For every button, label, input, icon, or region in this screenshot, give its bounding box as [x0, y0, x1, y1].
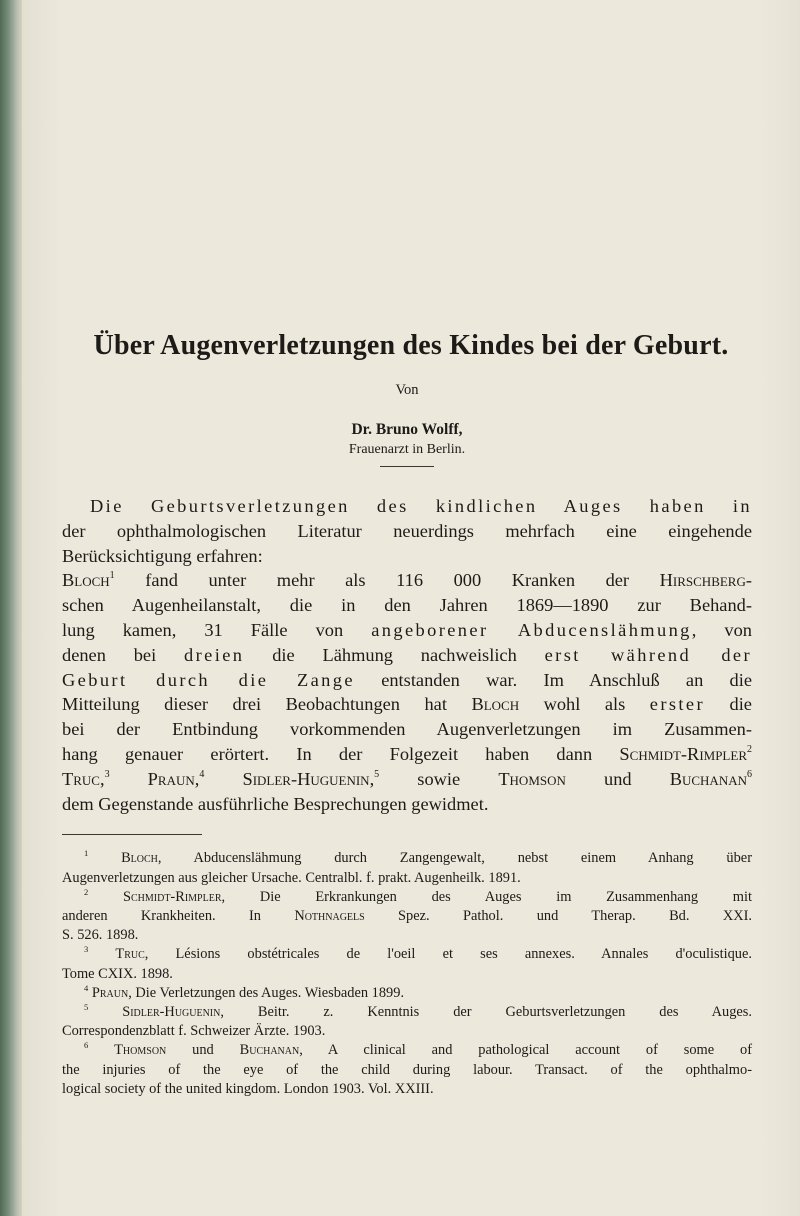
- body-line: Geburt durch die Zange entstanden war. Im Anschluß an die: [62, 669, 752, 690]
- byline-von: Von: [395, 382, 419, 398]
- body-paragraph: [62, 494, 752, 816]
- author-name: Dr. Bruno Wolff,: [351, 421, 463, 438]
- body-line: Die Geburtsverletzungen des kindlichen Auges haben in: [90, 496, 752, 516]
- body-line: der ophthalmologischen Literatur neuerdings mehrfach eine eingehende: [62, 520, 752, 541]
- body-line: Truc,$^3$ Praun,$^4$ Sidler-Huguenin,$^5$ sowie Thomson und Buchanan$^6$: [62, 768, 752, 789]
- body-line: Bloch$^1$ fand unter mehr als 116 000 Kranken der Hirschberg-: [62, 570, 752, 591]
- footnote-6: $^6$ Thomson und Buchanan, A clinical and pathological account of some of the injuries of the eye of the child during labour. Transact. of the ophthalmo- logical society of the united kingdom. London 1903. Vol. XXIII.: [62, 1040, 752, 1097]
- footnote-4: $^4$ Praun, Die Verletzungen des Auges. Wiesbaden 1899.: [84, 982, 405, 1001]
- body-line: hang genauer erörtert. In der Folgezeit haben dann Schmidt-Rimpler$^2$: [62, 743, 752, 764]
- body-line: Berücksichtigung erfahren:: [62, 545, 263, 566]
- footnote-divider: [62, 834, 202, 835]
- body-line: dem Gegenstande ausführliche Besprechungen gewidmet.: [62, 793, 489, 814]
- title-divider: [380, 466, 434, 467]
- body-line: Mitteilung dieser drei Beobachtungen hat Bloch wohl als erster die: [62, 694, 752, 715]
- author-affiliation: Frauenarzt in Berlin.: [348, 442, 466, 457]
- article: [62, 330, 752, 1099]
- article-title: Über Augenverletzungen des Kindes bei der Geburt.: [93, 330, 729, 361]
- footnote-2: $^2$ Schmidt-Rimpler, Die Erkrankungen des Auges im Zusammenhang mit anderen Krankheiten. In Nothnagels Spez. Pathol. und Therap. Bd. XXI. S. 526. 1898.: [62, 886, 752, 944]
- body-line: lung kamen, 31 Fälle von angeborener Abducenslähmung, von: [62, 619, 752, 640]
- footnote-3: $^3$ Truc, Lésions obstétricales de l'oeil et ses annexes. Annales d'oculistique. Tome CXIX. 1898.: [62, 944, 752, 982]
- body-line: denen bei dreien die Lähmung nachweislich erst während der: [62, 644, 752, 665]
- body-line: bei der Entbindung vorkommenden Augenverletzungen im Zusammen-: [62, 719, 752, 740]
- book-binding-edge: [0, 0, 22, 1216]
- footnotes: [62, 849, 752, 1099]
- footnote-5: $^5$ Sidler-Huguenin, Beitr. z. Kenntnis der Geburtsverletzungen des Auges. Correspondenzblatt f. Schweizer Ärzte. 1903.: [62, 1001, 752, 1040]
- footnote-1: $^1$ Bloch, Abducenslähmung durch Zangengewalt, nebst einem Anhang über Augenverletzungen aus gleicher Ursache. Centralbl. f. prakt. Augenheilk. 1891.: [62, 848, 752, 886]
- body-line: schen Augenheilanstalt, die in den Jahren 1869—1890 zur Behand-: [62, 595, 752, 616]
